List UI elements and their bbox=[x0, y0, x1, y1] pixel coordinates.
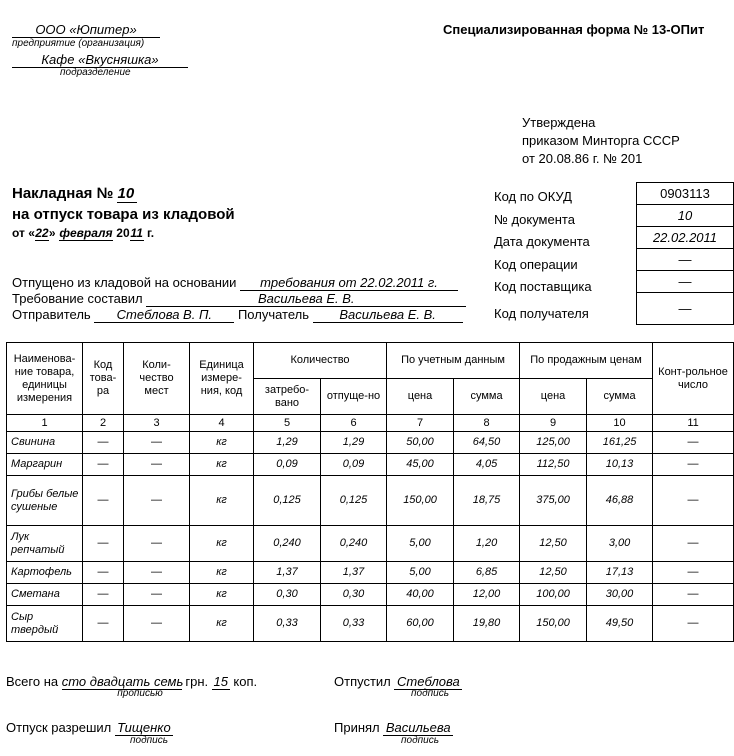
table-cell: — bbox=[653, 432, 734, 454]
org-name: ООО «Юпитер» bbox=[12, 22, 160, 38]
dept-caption: подразделение bbox=[60, 67, 131, 78]
table-cell: 6,85 bbox=[454, 562, 520, 584]
header-accounting: По учетным данным bbox=[387, 343, 520, 379]
col-number: 9 bbox=[520, 415, 587, 432]
approved-line-1: Утверждена bbox=[522, 115, 596, 130]
col-number: 3 bbox=[124, 415, 190, 432]
table-cell: 12,50 bbox=[520, 526, 587, 562]
table-cell: 0,09 bbox=[254, 454, 321, 476]
released-basis-value: требования от 22.02.2011 г. bbox=[240, 275, 458, 291]
total-kop: коп. bbox=[233, 674, 258, 689]
table-cell: — bbox=[83, 526, 124, 562]
table-cell: — bbox=[653, 476, 734, 526]
header-sale-price: цена bbox=[520, 379, 587, 415]
table-cell: 50,00 bbox=[387, 432, 454, 454]
code-label-receiver: Код получателя bbox=[494, 305, 589, 321]
table-cell: — bbox=[124, 476, 190, 526]
table-cell: — bbox=[653, 454, 734, 476]
org-caption: предприятие (организация) bbox=[12, 38, 145, 49]
code-label-supplier: Код поставщика bbox=[494, 279, 592, 294]
table-cell: 49,50 bbox=[587, 606, 653, 642]
table-row bbox=[7, 562, 734, 584]
item-name-cell: Грибы белые сушеные bbox=[7, 476, 83, 526]
invoice-subtitle: на отпуск товара из кладовой bbox=[12, 206, 235, 223]
released-by-label: Отпустил bbox=[334, 674, 391, 689]
table-cell: — bbox=[83, 454, 124, 476]
table-cell: — bbox=[653, 562, 734, 584]
code-box bbox=[636, 182, 734, 325]
table-row bbox=[7, 606, 734, 642]
table-cell: 3,00 bbox=[587, 526, 653, 562]
item-name-cell: Лук репчатый bbox=[7, 526, 83, 562]
col-number: 11 bbox=[653, 415, 734, 432]
form-title: Специализированная форма № 13-ОПит bbox=[443, 22, 705, 37]
table-cell: 10,13 bbox=[587, 454, 653, 476]
header-unit: Единица измере-ния, код bbox=[190, 343, 254, 415]
approved-line-2: приказом Минторга СССР bbox=[522, 133, 680, 148]
header-control: Конт-рольное число bbox=[653, 343, 734, 415]
table-cell: 5,00 bbox=[387, 526, 454, 562]
code-value-operation: — bbox=[637, 249, 733, 271]
header-accounting-sum: сумма bbox=[454, 379, 520, 415]
table-cell: 60,00 bbox=[387, 606, 454, 642]
goods-table bbox=[6, 342, 734, 642]
code-labels bbox=[494, 186, 592, 325]
table-row bbox=[7, 584, 734, 606]
words-caption: прописью bbox=[117, 688, 163, 699]
released-basis-line bbox=[12, 275, 458, 291]
table-cell: кг bbox=[190, 606, 254, 642]
approved-line-3: от 20.08.86 г. № 201 bbox=[522, 151, 643, 166]
table-cell: 150,00 bbox=[387, 476, 454, 526]
table-cell: 1,37 bbox=[254, 562, 321, 584]
column-number-row bbox=[7, 415, 734, 432]
sender-line bbox=[12, 307, 463, 323]
table-cell: — bbox=[124, 562, 190, 584]
table-cell: 0,30 bbox=[321, 584, 387, 606]
request-value: Васильева Е. В. bbox=[146, 291, 466, 307]
table-cell: кг bbox=[190, 584, 254, 606]
item-name-cell: Свинина bbox=[7, 432, 83, 454]
table-cell: 12,00 bbox=[454, 584, 520, 606]
table-cell: 5,00 bbox=[387, 562, 454, 584]
table-cell: 375,00 bbox=[520, 476, 587, 526]
table-cell: 0,33 bbox=[321, 606, 387, 642]
table-cell: 0,33 bbox=[254, 606, 321, 642]
table-cell: кг bbox=[190, 454, 254, 476]
date-prefix: от « bbox=[12, 226, 35, 240]
date-year-end: г. bbox=[147, 226, 155, 240]
table-cell: 0,240 bbox=[254, 526, 321, 562]
col-number: 8 bbox=[454, 415, 520, 432]
released-by-value: Стеблова bbox=[394, 674, 462, 690]
table-cell: — bbox=[83, 606, 124, 642]
table-cell: 18,75 bbox=[454, 476, 520, 526]
table-cell: — bbox=[653, 584, 734, 606]
table-cell: 46,88 bbox=[587, 476, 653, 526]
date-mid: » bbox=[48, 226, 56, 240]
header-sale-sum: сумма bbox=[587, 379, 653, 415]
table-cell: — bbox=[124, 526, 190, 562]
table-cell: 0,125 bbox=[321, 476, 387, 526]
request-label: Требование составил bbox=[12, 291, 143, 306]
item-name-cell: Сметана bbox=[7, 584, 83, 606]
table-cell: — bbox=[83, 476, 124, 526]
table-cell: 1,29 bbox=[254, 432, 321, 454]
code-value-supplier: — bbox=[637, 271, 733, 293]
table-cell: — bbox=[124, 584, 190, 606]
col-number: 2 bbox=[83, 415, 124, 432]
sender-value: Стеблова В. П. bbox=[94, 307, 234, 323]
sender-label: Отправитель bbox=[12, 307, 91, 322]
table-cell: 150,00 bbox=[520, 606, 587, 642]
col-number: 5 bbox=[254, 415, 321, 432]
table-cell: — bbox=[83, 584, 124, 606]
total-grn: грн. bbox=[185, 674, 209, 689]
table-cell: 64,50 bbox=[454, 432, 520, 454]
table-cell: 1,37 bbox=[321, 562, 387, 584]
col-number: 7 bbox=[387, 415, 454, 432]
request-line bbox=[12, 291, 466, 307]
invoice-date bbox=[12, 226, 154, 241]
code-label-doc-number: № документа bbox=[494, 211, 575, 227]
table-cell: — bbox=[124, 454, 190, 476]
table-cell: 45,00 bbox=[387, 454, 454, 476]
table-row bbox=[7, 476, 734, 526]
table-cell: 17,13 bbox=[587, 562, 653, 584]
table-cell: — bbox=[124, 432, 190, 454]
date-year-suffix: 11 bbox=[130, 226, 143, 240]
released-by-signature-caption: подпись bbox=[411, 688, 449, 699]
col-number: 6 bbox=[321, 415, 387, 432]
code-value-doc-number: 10 bbox=[637, 205, 733, 227]
table-cell: кг bbox=[190, 562, 254, 584]
permitted-signature-caption: подпись bbox=[130, 735, 168, 746]
table-cell: 40,00 bbox=[387, 584, 454, 606]
table-cell: 12,50 bbox=[520, 562, 587, 584]
table-cell: 30,00 bbox=[587, 584, 653, 606]
header-code: Код това-ра bbox=[83, 343, 124, 415]
table-row bbox=[7, 526, 734, 562]
date-month: февраля bbox=[59, 226, 113, 240]
code-label-okud: Код по ОКУД bbox=[494, 189, 572, 204]
item-name-cell: Картофель bbox=[7, 562, 83, 584]
receiver-label: Получатель bbox=[237, 307, 310, 322]
total-label: Всего на bbox=[6, 674, 59, 689]
col-number: 10 bbox=[587, 415, 653, 432]
date-year-prefix: 20 bbox=[116, 226, 130, 240]
table-cell: 19,80 bbox=[454, 606, 520, 642]
table-cell: кг bbox=[190, 526, 254, 562]
permitted-value: Тищенко bbox=[115, 720, 173, 736]
header-quantity-requested: затребо-вано bbox=[254, 379, 321, 415]
invoice-title bbox=[12, 185, 137, 203]
code-label-operation: Код операции bbox=[494, 256, 578, 272]
table-cell: — bbox=[653, 606, 734, 642]
item-name-cell: Сыр твердый bbox=[7, 606, 83, 642]
header-sale: По продажным ценам bbox=[520, 343, 653, 379]
header-name: Наименова-ние товара, единицы измерения bbox=[7, 343, 83, 415]
accepted-value: Васильева bbox=[383, 720, 453, 736]
dept-name: Кафе «Вкусняшка» bbox=[12, 52, 188, 68]
accepted-signature-caption: подпись bbox=[401, 735, 439, 746]
table-cell: 161,25 bbox=[587, 432, 653, 454]
table-cell: 0,240 bbox=[321, 526, 387, 562]
code-value-receiver: — bbox=[678, 301, 692, 316]
table-cell: 0,09 bbox=[321, 454, 387, 476]
table-cell: кг bbox=[190, 432, 254, 454]
total-words: сто двадцать семь bbox=[61, 674, 184, 689]
header-places: Коли-чество мест bbox=[124, 343, 190, 415]
table-row bbox=[7, 454, 734, 476]
col-number: 4 bbox=[190, 415, 254, 432]
header-accounting-price: цена bbox=[387, 379, 454, 415]
receiver-value: Васильева Е. В. bbox=[313, 307, 463, 323]
approved-block bbox=[522, 114, 680, 168]
code-label-doc-date: Дата документа bbox=[494, 234, 590, 249]
table-cell: 4,05 bbox=[454, 454, 520, 476]
total-kop-value: 15 bbox=[213, 674, 228, 689]
permitted-label: Отпуск разрешил bbox=[6, 720, 112, 735]
accepted-line bbox=[334, 720, 453, 736]
table-cell: — bbox=[653, 526, 734, 562]
table-cell: 112,50 bbox=[520, 454, 587, 476]
table-cell: кг bbox=[190, 476, 254, 526]
table-row bbox=[7, 432, 734, 454]
table-cell: 1,20 bbox=[454, 526, 520, 562]
table-cell: 0,30 bbox=[254, 584, 321, 606]
goods-table-body bbox=[7, 432, 734, 642]
item-name-cell: Маргарин bbox=[7, 454, 83, 476]
invoice-number: 10 bbox=[117, 185, 137, 203]
table-cell: — bbox=[124, 606, 190, 642]
table-cell: 0,125 bbox=[254, 476, 321, 526]
accepted-label: Принял bbox=[334, 720, 380, 735]
table-cell: 125,00 bbox=[520, 432, 587, 454]
header-quantity: Количество bbox=[254, 343, 387, 379]
code-value-okud: 0903113 bbox=[637, 183, 733, 205]
header-quantity-released: отпуще-но bbox=[321, 379, 387, 415]
permitted-line bbox=[6, 720, 173, 736]
code-value-doc-date: 22.02.2011 bbox=[637, 227, 733, 249]
date-day: 22 bbox=[35, 226, 49, 240]
table-cell: 100,00 bbox=[520, 584, 587, 606]
invoice-title-prefix: Накладная № bbox=[12, 185, 114, 202]
table-cell: — bbox=[83, 432, 124, 454]
table-cell: — bbox=[83, 562, 124, 584]
col-number: 1 bbox=[7, 415, 83, 432]
released-basis-label: Отпущено из кладовой на основании bbox=[12, 275, 237, 290]
table-cell: 1,29 bbox=[321, 432, 387, 454]
